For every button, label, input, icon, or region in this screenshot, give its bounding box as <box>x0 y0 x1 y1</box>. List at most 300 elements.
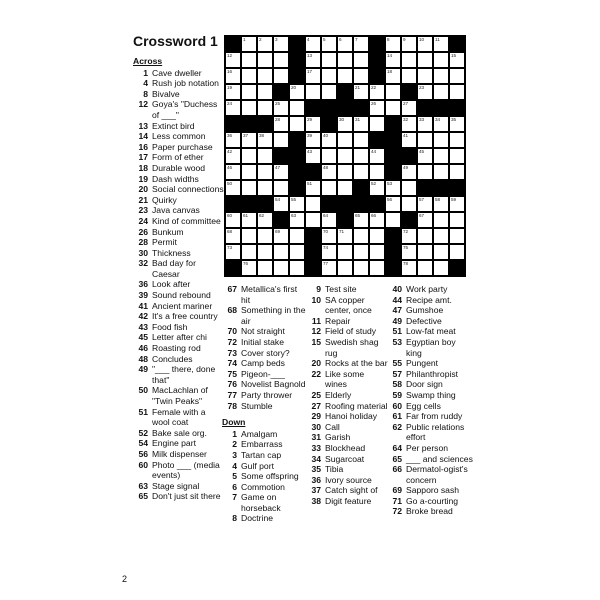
grid-cell[interactable] <box>241 164 257 180</box>
grid-cell[interactable] <box>241 84 257 100</box>
grid-cell[interactable] <box>449 164 465 180</box>
grid-cell[interactable] <box>273 228 289 244</box>
grid-cell[interactable] <box>449 148 465 164</box>
clue-text: Repair <box>325 315 351 326</box>
cell-number: 70 <box>323 229 329 234</box>
clue-number: 24 <box>138 215 148 226</box>
cell-number: 41 <box>403 133 409 138</box>
grid-cell[interactable] <box>225 244 241 260</box>
grid-cell[interactable] <box>241 36 257 52</box>
grid-cell[interactable] <box>289 212 305 228</box>
clue-item <box>133 438 225 449</box>
cell-number: 24 <box>227 101 233 106</box>
grid-cell[interactable] <box>433 84 449 100</box>
clue-number: 11 <box>311 315 321 326</box>
grid-cell[interactable] <box>257 212 273 228</box>
grid-cell[interactable] <box>241 244 257 260</box>
black-square <box>289 68 305 84</box>
grid-cell[interactable] <box>449 212 465 228</box>
clue-text: Pungent <box>406 358 439 369</box>
clue-text: Dermatol-ogist's concern <box>406 464 468 485</box>
clue-text: Egyptian boy king <box>406 336 456 358</box>
clue-item <box>387 506 473 517</box>
black-square <box>337 100 353 116</box>
grid-cell[interactable] <box>321 164 337 180</box>
grid-cell[interactable] <box>289 84 305 100</box>
grid-cell[interactable] <box>433 36 449 52</box>
clue-item <box>133 152 225 163</box>
clue-column-3 <box>306 284 388 506</box>
clue-number: 51 <box>392 326 402 337</box>
clue-text: Catch sight of <box>325 485 378 496</box>
grid-cell[interactable] <box>401 52 417 68</box>
grid-cell[interactable] <box>305 116 321 132</box>
grid-cell[interactable] <box>433 132 449 148</box>
grid-cell[interactable] <box>353 260 369 276</box>
grid-cell[interactable] <box>337 132 353 148</box>
grid-cell[interactable] <box>417 132 433 148</box>
grid-cell[interactable] <box>225 164 241 180</box>
clue-item <box>306 443 388 454</box>
grid-cell[interactable] <box>337 52 353 68</box>
grid-cell[interactable] <box>225 228 241 244</box>
black-square <box>289 132 305 148</box>
cell-number: 77 <box>323 261 329 266</box>
clue-item <box>387 422 473 443</box>
clue-item <box>306 411 388 422</box>
grid-cell[interactable] <box>289 196 305 212</box>
cell-number: 40 <box>323 133 329 138</box>
clue-text: Roofing material <box>325 400 388 411</box>
grid-cell[interactable] <box>257 164 273 180</box>
grid-cell[interactable] <box>257 100 273 116</box>
cell-number: 34 <box>435 117 441 122</box>
cell-number: 46 <box>227 165 233 170</box>
grid-cell[interactable] <box>449 132 465 148</box>
grid-cell[interactable] <box>401 180 417 196</box>
grid-cell[interactable] <box>273 116 289 132</box>
grid-cell[interactable] <box>449 244 465 260</box>
grid-cell[interactable] <box>257 84 273 100</box>
clue-item <box>222 439 306 450</box>
grid-cell[interactable] <box>417 52 433 68</box>
grid-cell[interactable] <box>369 84 385 100</box>
grid-cell[interactable] <box>273 132 289 148</box>
grid-cell[interactable] <box>369 164 385 180</box>
grid-cell[interactable] <box>433 196 449 212</box>
grid-cell[interactable] <box>385 212 401 228</box>
crossword-grid[interactable] <box>224 35 466 277</box>
grid-cell[interactable] <box>337 244 353 260</box>
clue-text: Ancient mariner <box>152 300 213 311</box>
grid-cell[interactable] <box>225 100 241 116</box>
cell-number: 62 <box>259 213 265 218</box>
grid-cell[interactable] <box>337 260 353 276</box>
grid-cell[interactable] <box>321 36 337 52</box>
clue-text: Extinct bird <box>152 120 195 131</box>
grid-cell[interactable] <box>417 84 433 100</box>
grid-cell[interactable] <box>385 68 401 84</box>
grid-cell[interactable] <box>321 148 337 164</box>
clue-text: Work party <box>406 284 448 294</box>
grid-cell[interactable] <box>257 36 273 52</box>
grid-cell[interactable] <box>305 84 321 100</box>
clue-item <box>222 461 306 472</box>
black-square <box>337 84 353 100</box>
grid-cell[interactable] <box>369 148 385 164</box>
grid-cell[interactable] <box>273 100 289 116</box>
grid-cell[interactable] <box>449 228 465 244</box>
clue-number: 1 <box>143 67 148 78</box>
clue-number: 60 <box>138 459 148 470</box>
grid-cell[interactable] <box>449 116 465 132</box>
clue-item <box>133 248 225 259</box>
black-square <box>401 148 417 164</box>
grid-cell[interactable] <box>305 196 321 212</box>
clue-text: Java canvas <box>152 205 200 216</box>
black-square <box>433 180 449 196</box>
clue-text: Garish <box>325 432 351 443</box>
grid-cell[interactable] <box>353 164 369 180</box>
grid-cell[interactable] <box>353 68 369 84</box>
grid-cell[interactable] <box>401 100 417 116</box>
grid-cell[interactable] <box>385 36 401 52</box>
grid-cell[interactable] <box>225 68 241 84</box>
grid-cell[interactable] <box>305 148 321 164</box>
grid-cell[interactable] <box>321 84 337 100</box>
grid-cell[interactable] <box>401 36 417 52</box>
clue-item <box>387 337 473 358</box>
grid-cell[interactable] <box>273 164 289 180</box>
grid-cell[interactable] <box>337 228 353 244</box>
grid-cell[interactable] <box>321 132 337 148</box>
cell-number: 44 <box>371 149 377 154</box>
clue-text: Cover story? <box>241 347 290 358</box>
clue-text: It's a free country <box>152 311 218 322</box>
clue-number: 48 <box>138 353 148 364</box>
grid-cell[interactable] <box>321 244 337 260</box>
grid-cell[interactable] <box>225 132 241 148</box>
grid-cell[interactable] <box>401 68 417 84</box>
grid-cell[interactable] <box>241 260 257 276</box>
clue-number: 71 <box>392 495 402 506</box>
grid-cell[interactable] <box>433 212 449 228</box>
grid-cell[interactable] <box>225 180 241 196</box>
grid-cell[interactable] <box>353 244 369 260</box>
clue-item <box>222 326 306 337</box>
clue-number: 78 <box>227 400 237 411</box>
grid-cell[interactable] <box>257 244 273 260</box>
clue-number: 60 <box>392 400 402 411</box>
grid-cell[interactable] <box>433 260 449 276</box>
grid-cell[interactable] <box>369 228 385 244</box>
grid-cell[interactable] <box>385 100 401 116</box>
clue-item <box>133 322 225 333</box>
grid-cell[interactable] <box>225 52 241 68</box>
black-square <box>385 132 401 148</box>
clue-text: Stage signal <box>152 480 200 491</box>
grid-cell[interactable] <box>241 212 257 228</box>
grid-cell[interactable] <box>433 228 449 244</box>
cell-number: 75 <box>403 245 409 250</box>
grid-cell[interactable] <box>289 260 305 276</box>
clue-item <box>306 358 388 369</box>
clue-number: 50 <box>138 385 148 396</box>
grid-cell[interactable] <box>353 228 369 244</box>
across-clues-part-1 <box>133 68 225 502</box>
grid-cell[interactable] <box>241 52 257 68</box>
clue-item <box>306 454 388 465</box>
grid-cell[interactable] <box>401 116 417 132</box>
cell-number: 39 <box>307 133 313 138</box>
grid-cell[interactable] <box>369 244 385 260</box>
clue-item <box>306 337 388 358</box>
grid-cell[interactable] <box>449 68 465 84</box>
black-square <box>289 180 305 196</box>
grid-cell[interactable] <box>353 116 369 132</box>
grid-cell[interactable] <box>273 196 289 212</box>
clue-number: 42 <box>138 311 148 322</box>
black-square <box>417 100 433 116</box>
clue-item <box>387 464 473 485</box>
grid-cell[interactable] <box>385 52 401 68</box>
grid-cell[interactable] <box>289 100 305 116</box>
clue-item <box>222 450 306 461</box>
grid-cell[interactable] <box>433 68 449 84</box>
clue-item <box>387 411 473 422</box>
grid-cell[interactable] <box>273 36 289 52</box>
grid-cell[interactable] <box>401 164 417 180</box>
grid-cell[interactable] <box>417 68 433 84</box>
grid-cell[interactable] <box>353 132 369 148</box>
clue-text: Bivalve <box>152 88 180 99</box>
grid-cell[interactable] <box>257 52 273 68</box>
grid-cell[interactable] <box>401 132 417 148</box>
clue-text: Letter after chi <box>152 332 207 343</box>
grid-cell[interactable] <box>369 260 385 276</box>
grid-cell[interactable] <box>449 84 465 100</box>
grid-cell[interactable] <box>369 180 385 196</box>
clue-text: Goya's "Duchess of ___" <box>152 99 218 120</box>
clue-text: Go a-courting <box>406 495 459 506</box>
clue-item <box>133 99 225 120</box>
grid-cell[interactable] <box>321 180 337 196</box>
clue-item <box>133 311 225 322</box>
clue-number: 73 <box>227 347 237 358</box>
grid-cell[interactable] <box>241 132 257 148</box>
grid-cell[interactable] <box>273 180 289 196</box>
grid-cell[interactable] <box>385 196 401 212</box>
clue-number: 27 <box>311 400 321 411</box>
grid-cell[interactable] <box>337 116 353 132</box>
clue-number: 63 <box>138 480 148 491</box>
grid-cell[interactable] <box>433 244 449 260</box>
grid-cell[interactable] <box>369 116 385 132</box>
clue-item <box>306 284 388 295</box>
clue-item <box>306 390 388 401</box>
clue-item <box>387 443 473 454</box>
grid-cell[interactable] <box>273 68 289 84</box>
grid-cell[interactable] <box>273 260 289 276</box>
clue-item <box>133 227 225 238</box>
grid-cell[interactable] <box>369 212 385 228</box>
grid-cell[interactable] <box>337 68 353 84</box>
clue-item <box>133 142 225 153</box>
clue-text: Amalgam <box>241 428 278 439</box>
clue-item <box>306 401 388 412</box>
grid-cell[interactable] <box>369 100 385 116</box>
grid-cell[interactable] <box>305 212 321 228</box>
grid-cell[interactable] <box>337 36 353 52</box>
clue-text: Form of ether <box>152 152 204 163</box>
grid-cell[interactable] <box>241 68 257 84</box>
clue-number: 49 <box>392 315 402 326</box>
grid-cell[interactable] <box>417 148 433 164</box>
grid-cell[interactable] <box>401 260 417 276</box>
grid-cell[interactable] <box>257 228 273 244</box>
clue-number: 69 <box>392 485 402 496</box>
grid-cell[interactable] <box>241 148 257 164</box>
cell-number: 52 <box>371 181 377 186</box>
grid-cell[interactable] <box>225 212 241 228</box>
grid-cell[interactable] <box>417 164 433 180</box>
grid-cell[interactable] <box>433 116 449 132</box>
grid-cell[interactable] <box>241 228 257 244</box>
clue-number: 36 <box>311 474 321 485</box>
clue-text: Stumble <box>241 400 273 411</box>
clue-item <box>306 496 388 507</box>
clue-item <box>133 301 225 312</box>
clue-text: Dash widths <box>152 173 199 184</box>
clue-item <box>387 454 473 465</box>
grid-cell[interactable] <box>353 84 369 100</box>
grid-cell[interactable] <box>449 196 465 212</box>
cell-number: 17 <box>307 69 313 74</box>
clue-item <box>387 390 473 401</box>
grid-cell[interactable] <box>353 148 369 164</box>
grid-cell[interactable] <box>241 100 257 116</box>
clue-number: 10 <box>311 294 321 305</box>
grid-cell[interactable] <box>321 52 337 68</box>
grid-cell[interactable] <box>257 180 273 196</box>
grid-cell[interactable] <box>257 132 273 148</box>
clue-item <box>387 401 473 412</box>
grid-cell[interactable] <box>305 36 321 52</box>
clue-number: 20 <box>138 184 148 195</box>
grid-cell[interactable] <box>289 116 305 132</box>
grid-cell[interactable] <box>321 228 337 244</box>
grid-cell[interactable] <box>225 84 241 100</box>
grid-cell[interactable] <box>401 244 417 260</box>
grid-cell[interactable] <box>385 180 401 196</box>
grid-cell[interactable] <box>353 212 369 228</box>
grid-cell[interactable] <box>417 196 433 212</box>
grid-cell[interactable] <box>353 52 369 68</box>
grid-cell[interactable] <box>449 52 465 68</box>
clue-item <box>133 491 225 502</box>
clue-item <box>306 295 388 316</box>
clue-item <box>133 68 225 79</box>
grid-cell[interactable] <box>305 52 321 68</box>
grid-cell[interactable] <box>321 68 337 84</box>
clue-text: Sugarcoat <box>325 453 365 464</box>
grid-cell[interactable] <box>305 68 321 84</box>
grid-cell[interactable] <box>289 228 305 244</box>
clue-text: Initial stake <box>241 336 284 347</box>
grid-cell[interactable] <box>417 228 433 244</box>
clue-item <box>306 475 388 486</box>
cell-number: 1 <box>243 37 246 42</box>
grid-cell[interactable] <box>225 148 241 164</box>
grid-cell[interactable] <box>337 164 353 180</box>
grid-cell[interactable] <box>353 36 369 52</box>
clue-item <box>133 279 225 290</box>
cell-number: 54 <box>275 197 281 202</box>
clue-text: "___ there, done that" <box>152 364 216 385</box>
across-heading: Across <box>133 56 163 66</box>
grid-cell[interactable] <box>321 260 337 276</box>
grid-cell[interactable] <box>417 116 433 132</box>
clue-column-1 <box>133 56 225 502</box>
black-square <box>225 196 241 212</box>
grid-cell[interactable] <box>289 244 305 260</box>
cell-number: 64 <box>323 213 329 218</box>
cell-number: 58 <box>435 197 441 202</box>
grid-cell[interactable] <box>273 52 289 68</box>
grid-cell[interactable] <box>321 212 337 228</box>
clue-text: Test site <box>325 284 357 294</box>
grid-cell[interactable] <box>433 164 449 180</box>
clue-text: Social connections <box>152 184 224 195</box>
grid-cell[interactable] <box>417 244 433 260</box>
grid-cell[interactable] <box>241 180 257 196</box>
grid-cell[interactable] <box>417 260 433 276</box>
cell-number: 4 <box>307 37 310 42</box>
clue-text: SA copper center, once <box>325 294 372 316</box>
grid-cell[interactable] <box>401 196 417 212</box>
grid-cell[interactable] <box>337 180 353 196</box>
clue-item <box>222 379 306 390</box>
grid-cell[interactable] <box>337 148 353 164</box>
grid-cell[interactable] <box>305 180 321 196</box>
grid-cell[interactable] <box>433 148 449 164</box>
grid-cell[interactable] <box>401 228 417 244</box>
clue-text: Bake sale org. <box>152 427 207 438</box>
clue-item <box>133 332 225 343</box>
cell-number: 15 <box>451 53 457 58</box>
grid-cell[interactable] <box>385 84 401 100</box>
grid-cell[interactable] <box>417 212 433 228</box>
black-square <box>369 52 385 68</box>
down-clues-part-3 <box>387 284 473 517</box>
grid-cell[interactable] <box>433 52 449 68</box>
clue-text: Far from ruddy <box>406 411 463 422</box>
black-square <box>401 84 417 100</box>
clue-text: Food fish <box>152 321 188 332</box>
grid-cell[interactable] <box>417 36 433 52</box>
cell-number: 28 <box>275 117 281 122</box>
clue-item <box>133 78 225 89</box>
black-square <box>449 36 465 52</box>
clue-number: 59 <box>392 389 402 400</box>
grid-cell[interactable] <box>257 68 273 84</box>
grid-cell[interactable] <box>305 132 321 148</box>
grid-cell[interactable] <box>257 148 273 164</box>
clue-number: 74 <box>227 358 237 369</box>
clue-text: Look after <box>152 279 191 290</box>
grid-cell[interactable] <box>273 244 289 260</box>
grid-cell[interactable] <box>257 260 273 276</box>
